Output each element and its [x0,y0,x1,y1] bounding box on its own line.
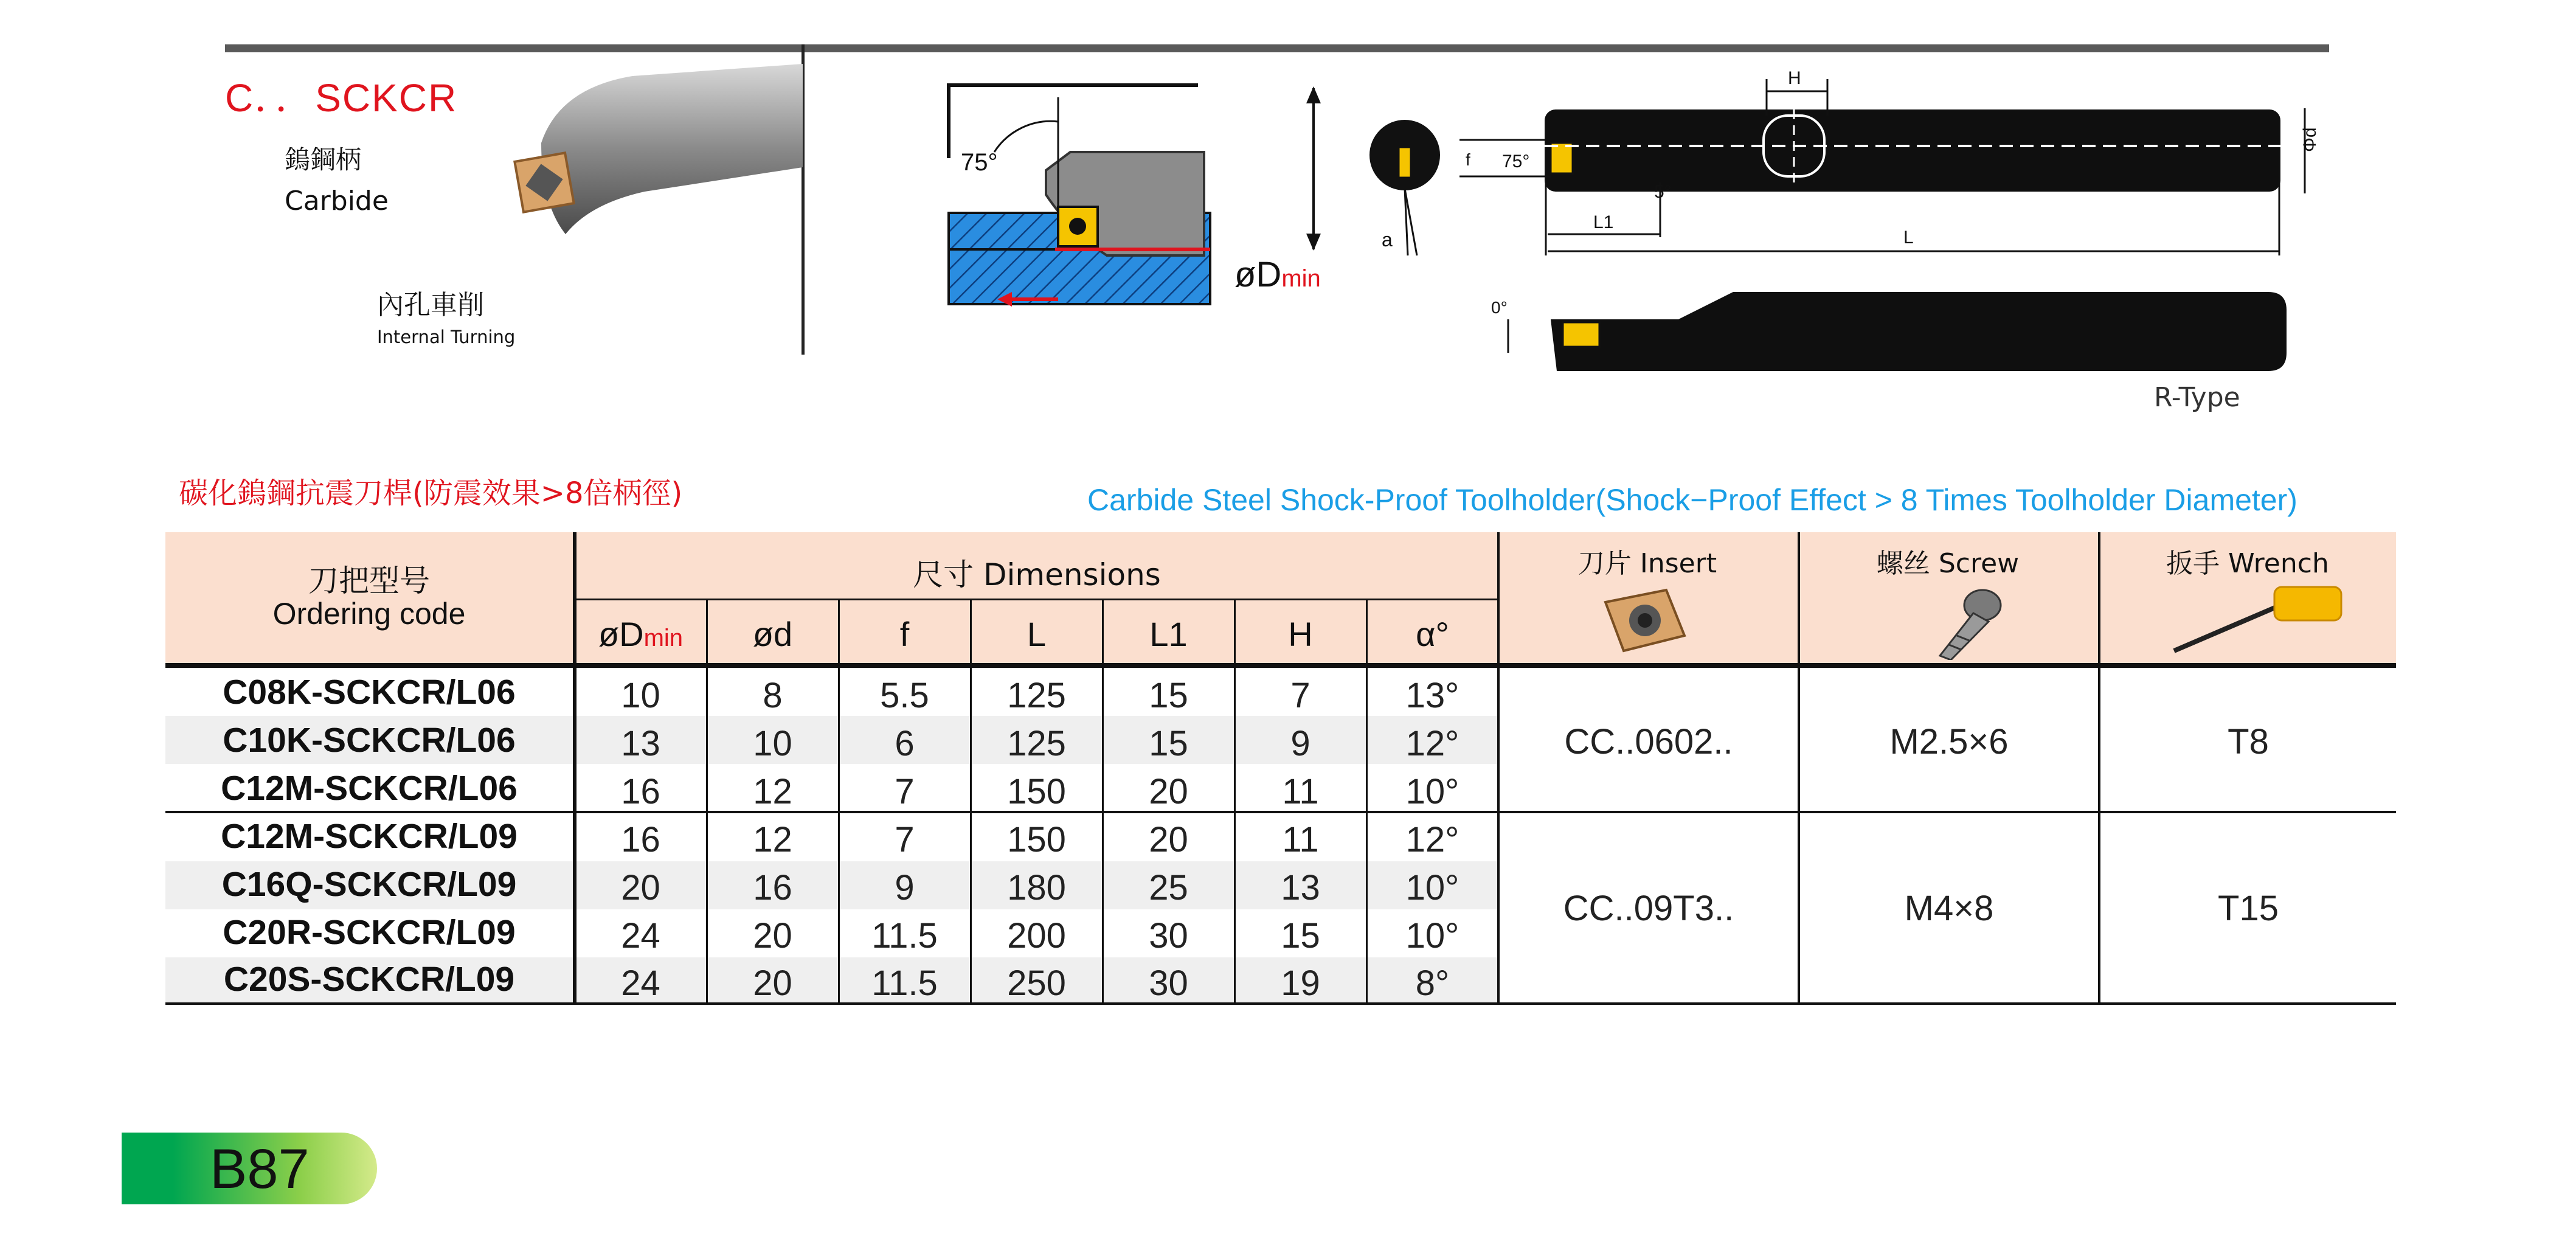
dimension-cell: 12 [753,820,792,859]
angle-75-side-label: 75° [1502,151,1530,172]
dimension-cell: 13 [621,724,660,763]
dimension-cell: 16 [621,820,660,859]
dimension-cell: 15 [1149,676,1188,715]
dimension-cell: 20 [753,916,792,956]
dimension-cell: 12 [753,772,792,811]
dimension-cell: 15 [1149,724,1188,763]
dimension-cell: 11.5 [871,963,938,1003]
dimension-cell: 8° [1415,963,1450,1003]
insert-group-2: CC..09T3.. [1563,889,1734,928]
page-number: B87 [210,1138,310,1200]
tool-side-view [1459,61,2323,268]
insert-icon [1599,584,1691,657]
wrench-header: 扳手 Wrench [2166,548,2329,579]
dimension-cell: 20 [621,868,660,908]
ordering-code: C12M-SCKCR/L06 [221,769,518,808]
dimension-cell: 9 [895,868,915,908]
dimension-cell: 13 [1281,868,1320,908]
zero-angle-label: 0° [1491,298,1508,317]
dimension-cell: 16 [621,772,660,811]
screw-header: 螺丝 Screw [1876,548,2020,579]
dimension-cell: 20 [1149,820,1188,859]
col-alpha: α° [1416,615,1449,653]
ordering-code: C10K-SCKCR/L06 [223,721,516,760]
col-L: L [1027,615,1047,653]
dimension-cell: 20 [753,963,792,1003]
dimension-cell: 125 [1007,724,1066,763]
angle-a-label: a [1382,229,1393,251]
dimension-cell: 19 [1281,963,1320,1003]
ordering-code: C20S-SCKCR/L09 [223,960,515,999]
dimension-cell: 11.5 [871,916,938,956]
material-cn: 鎢鋼柄 [285,145,362,175]
dimension-cell: 24 [621,916,660,956]
col-divider [1798,532,1800,1004]
dimension-cell: 30 [1149,916,1188,956]
ordering-code: C12M-SCKCR/L09 [221,817,518,856]
ordering-code: C20R-SCKCR/L09 [223,913,516,952]
tool-photo [486,52,803,271]
dimension-cell: 11 [1282,820,1319,859]
screw-group-1: M2.5×6 [1889,722,2009,762]
dimension-cell: 150 [1007,772,1066,811]
r-type-label: R-Type [2154,382,2240,413]
dimension-cell: 16 [753,868,792,908]
dimension-cell: 10° [1405,868,1459,908]
dimension-cell: 200 [1007,916,1066,956]
tool-top-view [1478,286,2299,377]
dimension-cell: 10 [621,676,660,715]
dimension-cell: 24 [621,963,660,1003]
wrench-group-1: T8 [2228,722,2269,762]
dimensions-header: 尺寸 Dimensions [913,557,1161,592]
angle-75-label: 75° [961,149,998,176]
ordering-code: C16Q-SCKCR/L09 [221,865,517,904]
L-label: L [1903,227,1914,248]
f-label: f [1466,150,1470,169]
col-f: f [899,615,910,653]
insert-icon [514,153,573,212]
screw-group-2: M4×8 [1904,889,1994,928]
dimension-cell: 6 [895,724,915,763]
dmin-label: øDmin [1234,255,1321,294]
screw-icon [1916,584,2007,660]
wrench-group-2: T15 [2218,889,2279,928]
dimension-cell: 5.5 [880,676,929,715]
series-title: C．．SCKCR [225,76,458,120]
dimension-cell: 15 [1281,916,1320,956]
subtitle-en: Carbide Steel Shock-Proof Toolholder(Shock−Proof Effect > 8 Times Toolholder Diameter) [1087,483,2297,517]
dimension-cell: 7 [1290,676,1311,715]
header-rule [165,663,2396,668]
wrench-icon [2165,581,2347,660]
phid-label: Φd [2300,127,2320,152]
dimensions-rule [575,599,1498,600]
dimension-cell: 10° [1405,772,1459,811]
ordering-code: C08K-SCKCR/L06 [223,673,516,712]
insert-group-1: CC..0602.. [1564,722,1733,762]
ordering-code-cn: 刀把型号 [308,563,430,599]
dimension-cell: 10° [1405,916,1459,956]
col-L1: L1 [1149,615,1188,653]
dimension-cell: 8 [763,676,783,715]
dimension-cell: 12° [1405,820,1459,859]
operation-cn: 內孔車削 [377,290,484,321]
col-H: H [1288,615,1313,653]
ordering-code-en: Ordering code [272,597,466,631]
material-en: Carbide [285,186,389,217]
dimension-cell: 11 [1282,772,1319,811]
dimension-cell: 7 [895,820,915,859]
dimension-cell: 12° [1405,724,1459,763]
dimension-cell: 9 [1290,724,1311,763]
H-label: H [1788,68,1801,88]
dimension-cell: 150 [1007,820,1066,859]
dimension-cell: 13° [1405,676,1459,715]
col-Dmin: øDmin [598,615,684,653]
dimension-cell: 180 [1007,868,1066,908]
operation-en: Internal Turning [377,327,516,347]
dimension-cell: 25 [1149,868,1188,908]
end-view-diagram [1362,109,1453,268]
angle-5-label: 5° [1654,182,1672,202]
dimension-cell: 125 [1007,676,1066,715]
insert-header: 刀片 Insert [1577,548,1717,579]
dimension-cell: 250 [1007,963,1066,1003]
col-divider [2098,532,2100,1004]
dimension-cell: 20 [1149,772,1188,811]
dimension-cell: 7 [895,772,915,811]
dimension-cell: 10 [753,724,792,763]
col-d: ød [752,615,793,653]
subtitle-cn: 碳化鎢鋼抗震刀桿(防震效果>8倍柄徑) [179,476,683,510]
dimension-cell: 30 [1149,963,1188,1003]
L1-label: L1 [1593,212,1614,232]
